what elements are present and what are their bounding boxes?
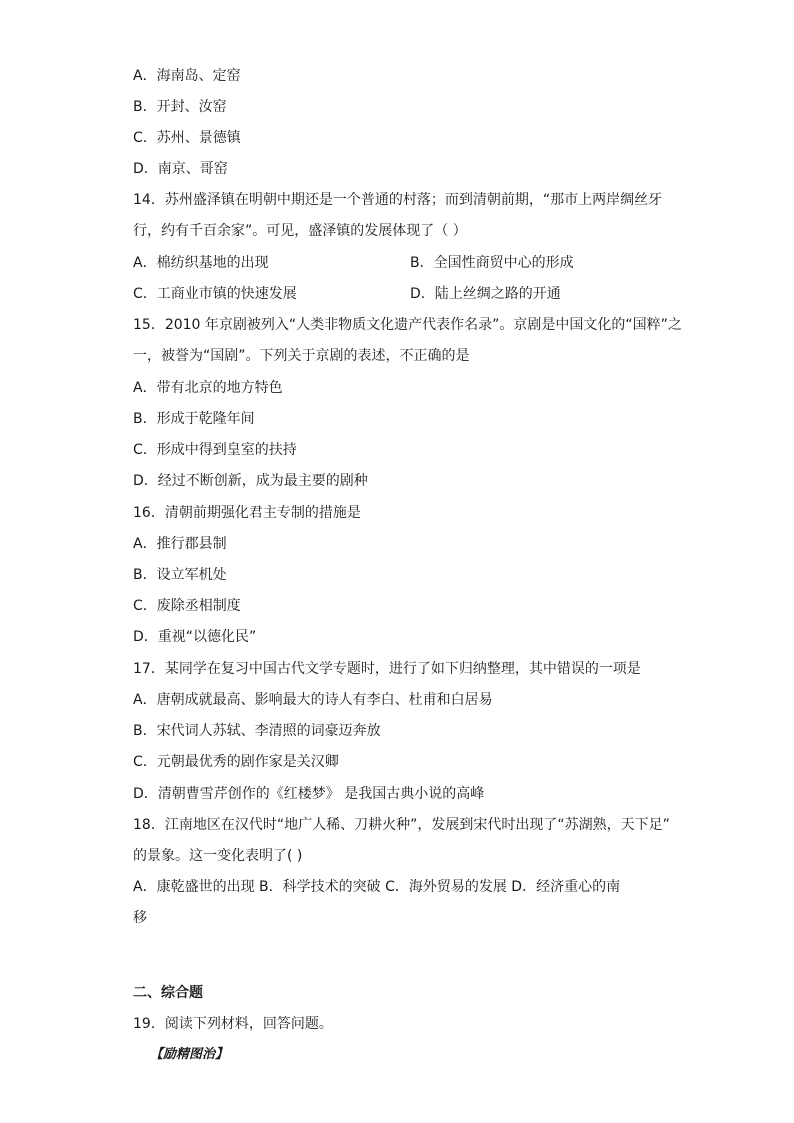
q15-option-b: B．形成于乾隆年间 bbox=[133, 411, 255, 427]
q13-option-b: B．开封、汝窑 bbox=[133, 99, 227, 115]
q18-options-line1: A．康乾盛世的出现 B．科学技术的突破 C．海外贸易的发展 D．经济重心的南 bbox=[133, 879, 621, 895]
q18-stem-line2: 的景象。这一变化表明了( ) bbox=[133, 848, 303, 864]
q17-option-b: B．宋代词人苏轼、李清照的词豪迈奔放 bbox=[133, 723, 381, 739]
q16-option-d: D．重视“以德化民” bbox=[133, 629, 257, 645]
q15-option-a: A．带有北京的地方特色 bbox=[133, 380, 283, 396]
q16-option-c: C．废除丞相制度 bbox=[133, 598, 241, 614]
q13-option-c: C．苏州、景德镇 bbox=[133, 130, 241, 146]
q19-stem: 19．阅读下列材料，回答问题。 bbox=[133, 1016, 333, 1032]
q13-option-a: A．海南岛、定窑 bbox=[133, 68, 241, 84]
q15-option-c: C．形成中得到皇室的扶持 bbox=[133, 442, 297, 458]
q14-option-b: B．全国性商贸中心的形成 bbox=[410, 255, 574, 271]
q16-stem: 16．清朝前期强化君主专制的措施是 bbox=[133, 505, 361, 521]
q13-option-d: D．南京、哥窑 bbox=[133, 161, 228, 177]
q18-options-line2: 移 bbox=[133, 910, 147, 926]
q18-stem-line1: 18．江南地区在汉代时“地广人稀、刀耕火种”，发展到宋代时出现了“苏湖熟，天下足” bbox=[133, 817, 670, 833]
q15-stem-line1: 15．2010 年京剧被列入“人类非物质文化遗产代表作名录”。京剧是中国文化的“国粹”之 bbox=[133, 317, 682, 333]
q14-option-d: D．陆上丝绸之路的开通 bbox=[410, 286, 561, 302]
material-title: 【励精图治】 bbox=[150, 1047, 229, 1062]
q15-option-d: D．经过不断创新，成为最主要的剧种 bbox=[133, 473, 368, 489]
q16-option-a: A．推行郡县制 bbox=[133, 536, 227, 552]
q17-option-d: D．清朝曹雪芹创作的《红楼梦》 是我国古典小说的高峰 bbox=[133, 786, 485, 802]
q14-stem-line1: 14．苏州盛泽镇在明朝中期还是一个普通的村落；而到清朝前期，“那市上两岸绸丝牙 bbox=[133, 192, 663, 208]
q14-option-a: A．棉纺织基地的出现 bbox=[133, 255, 269, 271]
q17-option-c: C．元朝最优秀的剧作家是关汉卿 bbox=[133, 754, 339, 770]
q17-stem: 17．某同学在复习中国古代文学专题时，进行了如下归纳整理，其中错误的一项是 bbox=[133, 661, 641, 677]
q14-option-c: C．工商业市镇的快速发展 bbox=[133, 286, 297, 302]
q16-option-b: B．设立军机处 bbox=[133, 567, 227, 583]
q17-option-a: A．唐朝成就最高、影响最大的诗人有李白、杜甫和白居易 bbox=[133, 692, 493, 708]
q14-stem-line2: 行，约有千百余家”。可见，盛泽镇的发展体现了（ ） bbox=[133, 223, 467, 239]
section-heading: 二、综合题 bbox=[133, 985, 203, 1001]
q15-stem-line2: 一，被誉为“国剧”。下列关于京剧的表述，不正确的是 bbox=[133, 348, 470, 364]
